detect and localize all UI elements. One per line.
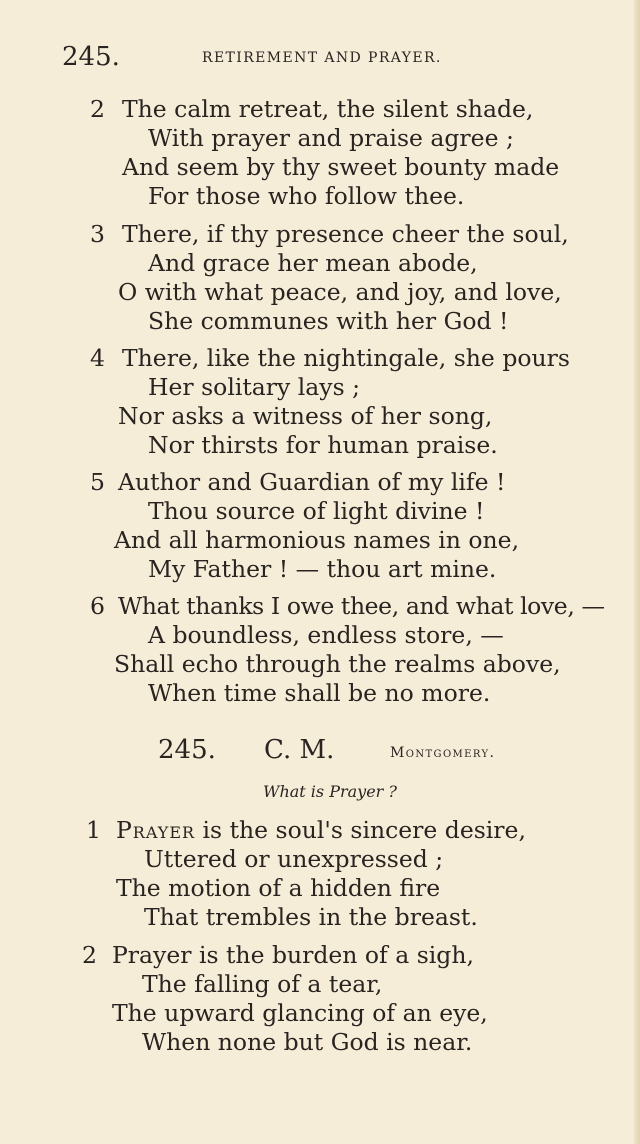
verse-line: When none but God is near.: [142, 1028, 473, 1056]
verse-line: My Father ! — thou art mine.: [148, 555, 497, 583]
verse-line: There, if thy presence cheer the soul,: [122, 220, 569, 248]
verse-line: With prayer and praise agree ;: [148, 124, 514, 152]
verse-line: The falling of a tear,: [142, 970, 383, 998]
page-edge: [634, 0, 640, 1144]
verse-line: The calm retreat, the silent shade,: [122, 95, 534, 123]
verse-line: And grace her mean abode,: [148, 249, 478, 277]
hymn-author: Montgomery.: [390, 745, 496, 761]
verse-line-rest: is the soul's sincere desire,: [195, 816, 526, 844]
verse-line: Uttered or unexpressed ;: [144, 845, 444, 873]
verse-number: 2: [90, 95, 105, 123]
verse-line: Nor asks a witness of her song,: [118, 402, 493, 430]
verse-line: A boundless, endless store, —: [148, 621, 504, 649]
verse-number: 2: [82, 941, 97, 969]
verse-lead-word: Prayer: [116, 816, 196, 844]
verse-line: O with what peace, and joy, and love,: [118, 278, 562, 306]
verse-line: Author and Guardian of my life !: [118, 468, 506, 496]
verse-line: What thanks I owe thee, and what love, —: [118, 592, 605, 620]
hymn-meter: C. M.: [264, 735, 335, 765]
verse-line: That trembles in the breast.: [144, 903, 478, 931]
verse-number: 4: [90, 344, 105, 372]
verse-line: Thou source of light divine !: [148, 497, 485, 525]
verse-line: Nor thirsts for human praise.: [148, 431, 498, 459]
verse-line: [116, 815, 526, 845]
verse-line: She communes with her God !: [148, 307, 509, 335]
verse-number: 1: [86, 816, 101, 844]
hymn-heading: [158, 735, 538, 765]
verse-line: Her solitary lays ;: [148, 373, 361, 401]
verse-number: 6: [90, 592, 105, 620]
verse-number: 5: [90, 468, 105, 496]
hymn-subtitle: What is Prayer ?: [263, 782, 397, 801]
verse-line: The motion of a hidden fire: [116, 874, 441, 902]
verse-line: And all harmonious names in one,: [114, 526, 520, 554]
verse-line: And seem by thy sweet bounty made: [122, 153, 560, 181]
verse-line: The upward glancing of an eye,: [112, 999, 488, 1027]
running-title: RETIREMENT AND PRAYER.: [202, 50, 442, 66]
verse-number: 3: [90, 220, 105, 248]
page-number: 245.: [62, 42, 120, 72]
verse-line: When time shall be no more.: [148, 679, 491, 707]
hymn-number: 245.: [158, 735, 216, 765]
verse-line: Shall echo through the realms above,: [114, 650, 561, 678]
verse-line: There, like the nightingale, she pours: [122, 344, 570, 372]
verse-line: Prayer is the burden of a sigh,: [112, 941, 474, 969]
verse-line: For those who follow thee.: [148, 182, 465, 210]
